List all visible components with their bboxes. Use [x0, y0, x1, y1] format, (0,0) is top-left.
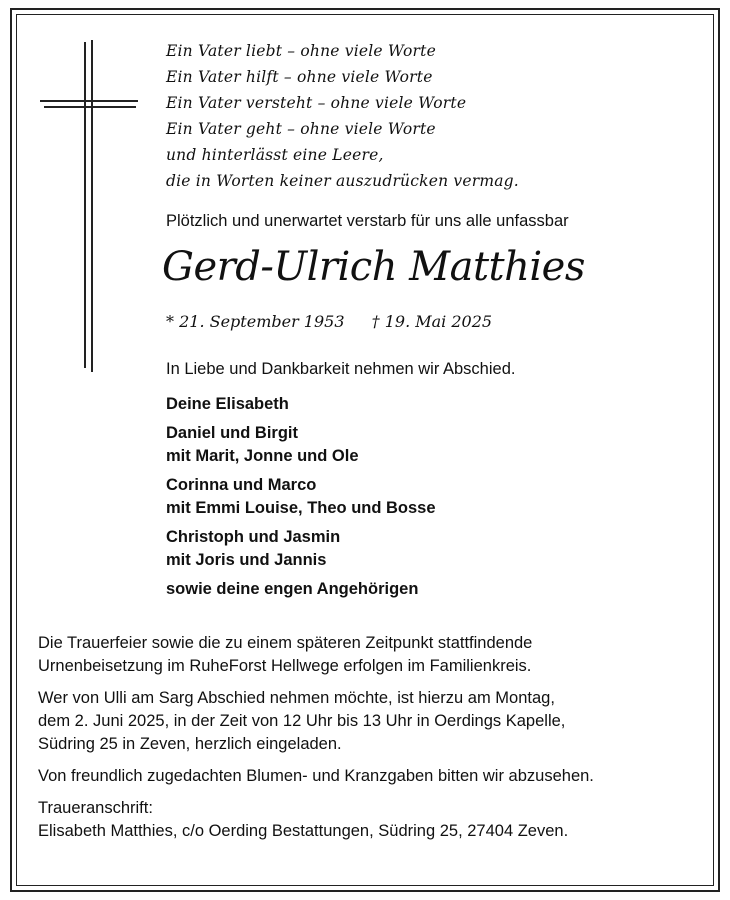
poem-line: Ein Vater liebt – ohne viele Worte: [166, 42, 436, 60]
poem-line: Ein Vater geht – ohne viele Worte: [166, 120, 436, 138]
notice-line: Die Trauerfeier sowie die zu einem späteren Zeitpunkt stattfindende: [38, 634, 533, 652]
notice-line: Urnenbeisetzung im RuheForst Hellwege erfolgen im Familienkreis.: [38, 657, 532, 675]
cross-horizontal-bar: [40, 100, 138, 102]
family-list: [166, 393, 436, 607]
intro-text: Plötzlich und unerwartet verstarb für uns alle unfassbar: [166, 212, 569, 230]
notice-line: Von freundlich zugedachten Blumen- und Kranzgaben bitten wir abzusehen.: [38, 767, 594, 785]
poem-line: die in Worten keiner auszudrücken vermag.: [166, 172, 519, 190]
family-line: Christoph und Jasmin: [166, 528, 341, 546]
family-line: mit Marit, Jonne und Ole: [166, 447, 359, 465]
mourning-address: Elisabeth Matthies, c/o Oerding Bestattungen, Südring 25, 27404 Zeven.: [38, 822, 569, 840]
notice-line: dem 2. Juni 2025, in der Zeit von 12 Uhr bis 13 Uhr in Oerdings Kapelle,: [38, 712, 566, 730]
family-line: Daniel und Birgit: [166, 424, 298, 442]
family-line: sowie deine engen Angehörigen: [166, 580, 419, 598]
farewell-viewing-paragraph: [38, 687, 698, 756]
family-group: [166, 578, 436, 601]
notice-line: Südring 25 in Zeven, herzlich eingeladen.: [38, 735, 342, 753]
death-date: † 19. Mai 2025: [371, 312, 493, 331]
cross-vertical-bar: [84, 42, 86, 368]
family-line: Corinna und Marco: [166, 476, 317, 494]
deceased-name: Gerd-Ulrich Matthies: [162, 244, 585, 290]
notice-line: Wer von Ulli am Sarg Abschied nehmen möchte, ist hierzu am Montag,: [38, 689, 555, 707]
family-line: mit Emmi Louise, Theo und Bosse: [166, 499, 436, 517]
family-group: [166, 474, 436, 520]
cross-horizontal-bar: [44, 106, 136, 108]
address-label: Traueranschrift:: [38, 799, 153, 817]
poem-line: und hinterlässt eine Leere,: [166, 146, 384, 164]
ceremony-paragraph: [38, 632, 698, 678]
notice-text: [38, 632, 698, 852]
family-group: [166, 422, 436, 468]
address-paragraph: [38, 797, 698, 843]
farewell-text: In Liebe und Dankbarkeit nehmen wir Abschied.: [166, 360, 516, 378]
birth-date: * 21. September 1953: [166, 312, 345, 331]
flowers-paragraph: [38, 765, 698, 788]
cross-vertical-bar: [91, 40, 93, 372]
poem: [166, 38, 606, 194]
poem-line: Ein Vater versteht – ohne viele Worte: [166, 94, 467, 112]
family-group: [166, 393, 436, 416]
family-line: Deine Elisabeth: [166, 395, 289, 413]
family-group: [166, 526, 436, 572]
life-dates: [166, 312, 514, 331]
poem-line: Ein Vater hilft – ohne viele Worte: [166, 68, 433, 86]
family-line: mit Joris und Jannis: [166, 551, 327, 569]
